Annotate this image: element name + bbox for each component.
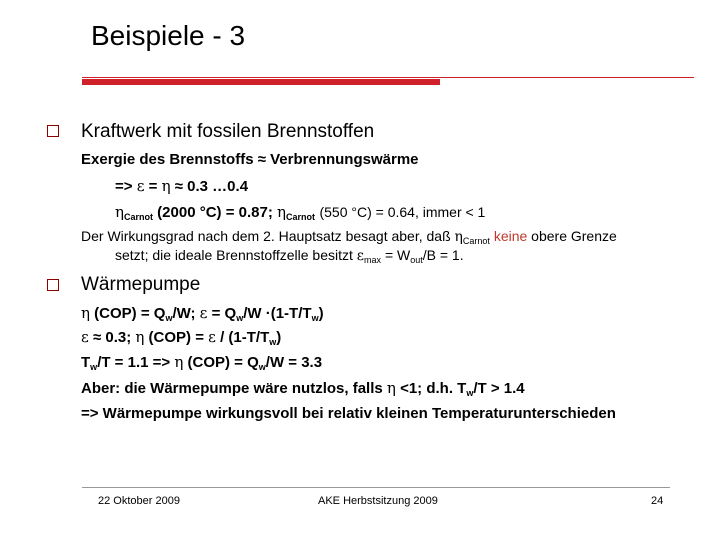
footer-event: AKE Herbstsitzung 2009 [318, 495, 438, 507]
footer-date: 22 Oktober 2009 [98, 495, 180, 507]
bullet-icon [47, 279, 59, 291]
section1-heading: Kraftwerk mit fossilen Brennstoffen [81, 121, 375, 142]
section2-line5: => Wärmepumpe wirkungsvoll bei relativ kleinen Temperaturunterschieden [81, 405, 616, 422]
section2-line4: Aber: die Wärmepumpe wäre nutzlos, falls η <1; d.h. $T_w/T > 1.4$ [81, 379, 525, 398]
section2-heading: Wärmepumpe [81, 274, 201, 295]
section1-line2: => ε = η ≈ 0.3 …0.4 [115, 177, 249, 195]
section2-line3: $T_w/T = 1.1 => \eta$ $(COP) = Q_w/W = 3.3$ [81, 353, 323, 372]
section2-line1: η $(COP) = Q_w/W$; $\varepsilon = Q_w/W \cdot(1-T/T_w)$ [81, 304, 324, 323]
slide-title: Beispiele - 3 [91, 20, 246, 51]
footer-page-number: 24 [651, 495, 664, 507]
section2-line2: ε ≈ 0.3; η $(COP) = \varepsilon / (1-T/T_w)$ [81, 328, 282, 347]
section1-line1: Exergie des Brennstoffs ≈ Verbrennungswärme [81, 151, 419, 168]
bullet-icon [47, 125, 59, 137]
section1-line3: $\eta_{Carnot}$ (2000 °C) = 0.87; $\eta_{Carnot}$ (550 °C) = 0.64, immer < 1 [115, 203, 486, 222]
section1-line5: setzt; die ideale Brennstoffzelle besitzt $\varepsilon_{max} = W_{out}/B = 1$. [115, 247, 464, 265]
footer-rule [82, 487, 670, 488]
section1-line4: Der Wirkungsgrad nach dem 2. Hauptsatz besagt aber, daß $\eta_{Carnot}$ keine obere Grenze [81, 228, 617, 246]
title-rule-thick [82, 79, 440, 85]
title-rule-thin [82, 77, 694, 78]
